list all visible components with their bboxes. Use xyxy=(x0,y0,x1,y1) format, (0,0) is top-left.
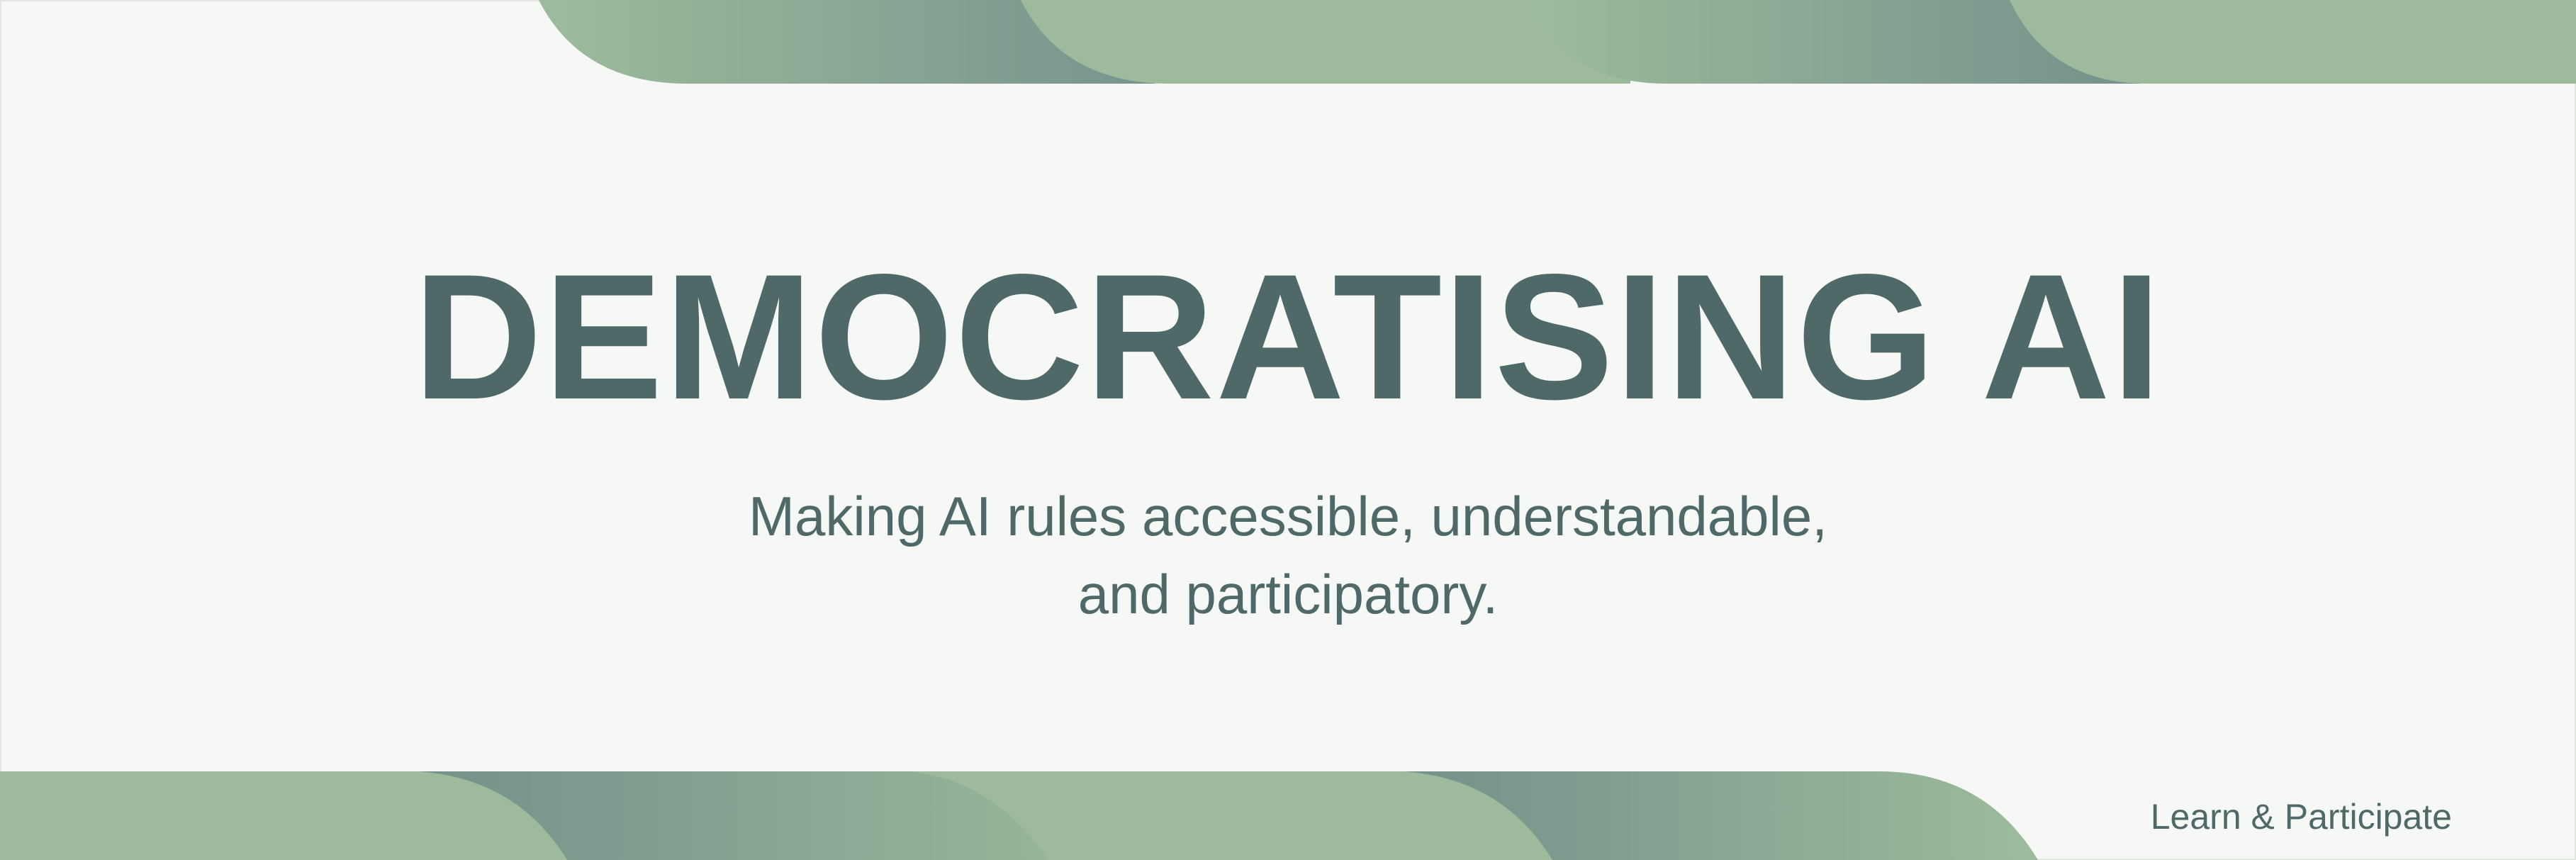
page-title: DEMOCRATISING AI xyxy=(413,238,2163,437)
top-band-segment xyxy=(2010,0,2576,84)
subtitle-line-1: Making AI rules accessible, understandable, xyxy=(749,485,1827,547)
learn-participate-link[interactable]: Learn & Participate xyxy=(2150,797,2452,837)
top-decorative-band xyxy=(0,0,2576,85)
subtitle-line-2: and participatory. xyxy=(1077,563,1499,625)
